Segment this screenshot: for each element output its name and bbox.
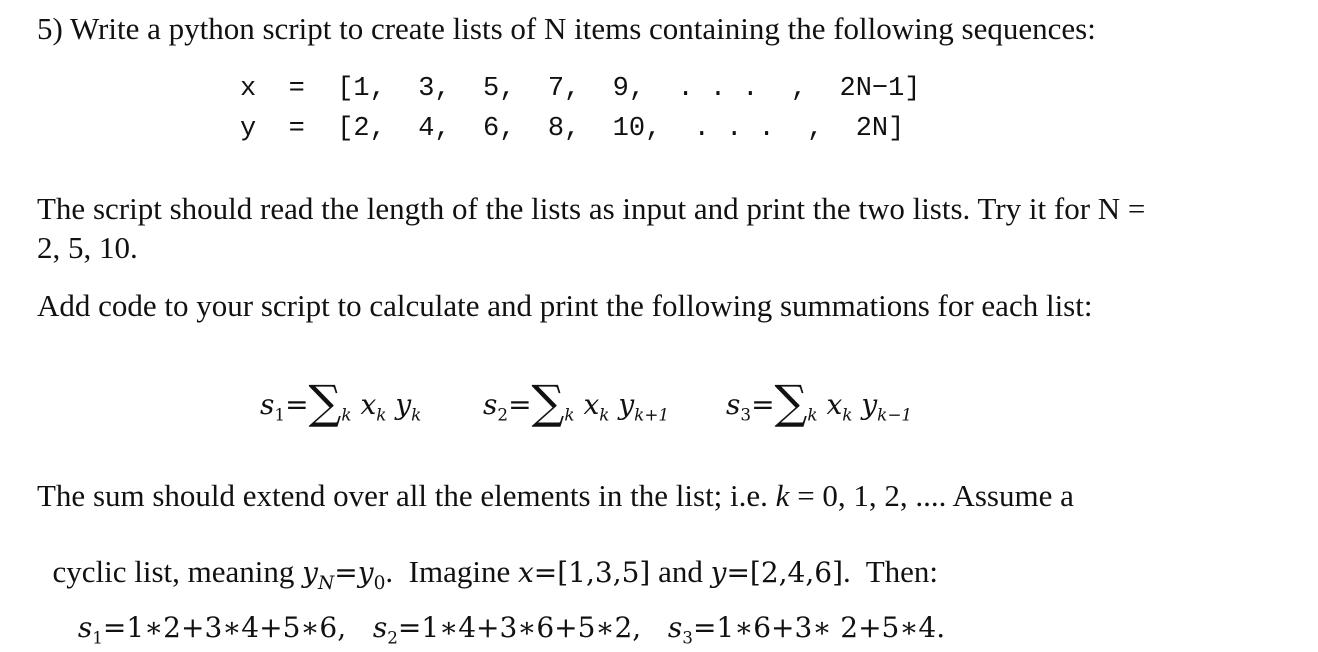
s2-sigma-sub: k [564,404,575,425]
para3-text-c: cyclic list, meaning [52,554,303,589]
s3-term-a: x [826,388,843,421]
s3-sigma-sub: k [807,404,818,425]
para3-text-d: . Imagine [385,554,518,589]
result3-sub: 3 [682,627,693,648]
paragraph-summations: Add code to your script to calculate and print the following summations for each list: [37,288,1093,323]
result3-rhs: =1∗6+3∗ 2+5∗4. [692,611,946,644]
s3-lhs: s [726,388,741,421]
s2-lhs: s [483,388,498,421]
example-y-var: y [710,556,727,589]
para3-text-a: The sum should extend over all the elements in the list; i.e. [37,478,776,513]
para3-k: k [775,478,790,513]
para3-text-e: . Then: [843,554,938,589]
equals-sign: = [334,556,358,589]
example-x-val: [1,3,5] [557,556,651,589]
result3-lhs: s [667,611,683,644]
equals-sign: = [726,556,750,589]
result1-rhs: =1∗2+3∗4+5∗6, [102,611,347,644]
example-x-var: x [517,556,534,589]
example-y-val: [2,4,6] [749,556,843,589]
s1-lhs-sub: 1 [274,404,286,425]
summation-s3: $s_3=\sum_k$ $x_k$ $y_{k-1}$ [726,375,913,429]
s1-term-a-sub: k [376,404,387,425]
s3-term-a-sub: k [842,404,853,425]
cyclic-eq-lhs: y [302,556,318,589]
s3-lhs-sub: 3 [740,404,752,425]
result2-sub: 2 [387,627,398,648]
s3-term-b-sub: k−1 [877,404,913,425]
s1-sigma-sub: k [341,404,352,425]
equals-sign: = [533,556,558,589]
cyclic-eq-rhs: y [357,556,374,589]
para3-text-and: and [650,554,711,589]
cyclic-eq-lhs-sub: N [317,573,335,595]
s2-term-b: y [618,388,635,421]
s2-term-b-sub: k+1 [634,404,670,425]
s3-term-b: y [861,388,878,421]
s1-lhs: s [260,388,275,421]
result1-sub: 1 [92,627,103,648]
result1-lhs: s [77,611,93,644]
cyclic-eq-rhs-sub: 0 [373,573,386,595]
paragraph-sum-extent-line1 [37,477,1074,515]
s2-term-a-sub: k [599,404,610,425]
sigma-icon: ∑ [774,375,808,429]
s1-term-a: x [360,388,377,421]
sequence-y: y = [2, 4, 6, 8, 10, . . . , 2N] [240,114,905,144]
result2-lhs: s [372,611,388,644]
s1-term-b: y [395,388,412,421]
results-line [60,578,946,648]
sequence-x: x = [1, 3, 5, 7, 9, . . . , 2N−1] [240,74,921,104]
paragraph-input-line1: The script should read the length of the lists as input and print the two lists. Try it for N = [37,191,1146,226]
summation-s2: $s_2=\sum_k$ $x_k$ $y_{k+1}$ [483,375,670,429]
s2-term-a: x [583,388,600,421]
s1-term-b-sub: k [411,404,422,425]
s2-lhs-sub: 2 [497,404,509,425]
summation-s1: $s_1=\sum_k$ $x_k$ $y_k$ [260,375,422,429]
sigma-icon: ∑ [531,375,565,429]
para3-text-b: = 0, 1, 2, .... Assume a [789,478,1074,513]
sigma-icon: ∑ [308,375,342,429]
paragraph-input-line2: 2, 5, 10. [37,230,138,265]
result2-rhs: =1∗4+3∗6+5∗2, [397,611,642,644]
problem-title: 5) Write a python script to create lists of N items containing the following sequences: [37,11,1096,46]
